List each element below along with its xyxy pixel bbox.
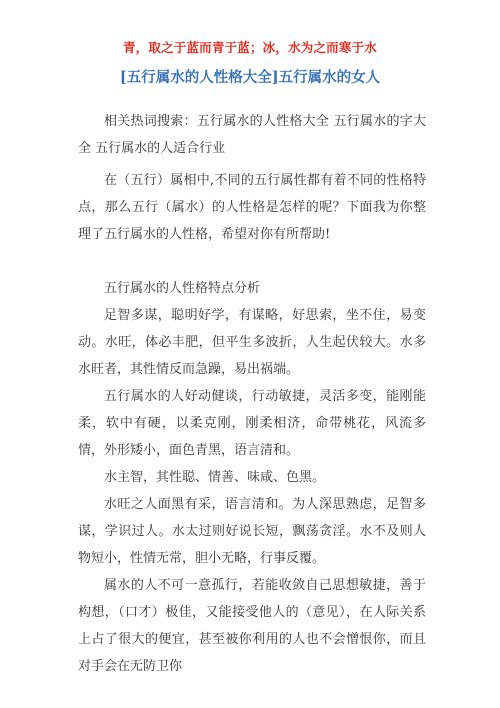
intro-paragraph: 在（五行）属相中,不同的五行属性都有着不同的性格特点，那么五行（属水）的人性格是怎样的呢？下面我为你整理了五行属水的人性格，希望对你有所帮助!: [78, 173, 426, 242]
body-paragraph: 水主智，其性聪、情善、味咸、色黑。: [104, 470, 326, 485]
document-body: [78, 108, 426, 680]
body-paragraph: 属水的人不可一意孤行，若能收敛自己思想敏捷，善于构想，（口才）极佳，又能接受他人的（意见），在人际关系上占了很大的便宜，甚至被你利用的人也不会憎恨你，而且对手会在无防卫你: [78, 578, 426, 674]
section-heading: 五行属水的人性格特点分析: [104, 281, 261, 296]
body-paragraph: 水旺之人面黑有采，语言清和。为人深思熟虑，足智多谋，学识过人。水太过则好说长短，飘荡贪淫。水不及则人物短小，性情无常，胆小无略，行事反覆。: [78, 497, 426, 566]
body-paragraph: 足智多谋，聪明好学，有谋略，好思索，坐不住，易变动。水旺，体必丰肥，但平生多波折，人生起伏较大。水多水旺者，其性情反而急躁，易出祸端。: [78, 308, 426, 377]
document-title: [五行属水的人性格大全]五行属水的女人: [119, 69, 381, 86]
header-motto: 青，取之于蓝而青于蓝；冰，水为之而寒于水: [122, 40, 377, 55]
body-paragraph: 五行属水的人好动健谈，行动敏捷，灵活多变，能刚能柔，软中有硬，以柔克刚，刚柔相济，命带桃花，风流多情，外形矮小，面色青黑，语言清和。: [78, 389, 426, 458]
keywords-paragraph: 相关热词搜索：五行属水的人性格大全 五行属水的字大全 五行属水的人适合行业: [78, 114, 426, 156]
